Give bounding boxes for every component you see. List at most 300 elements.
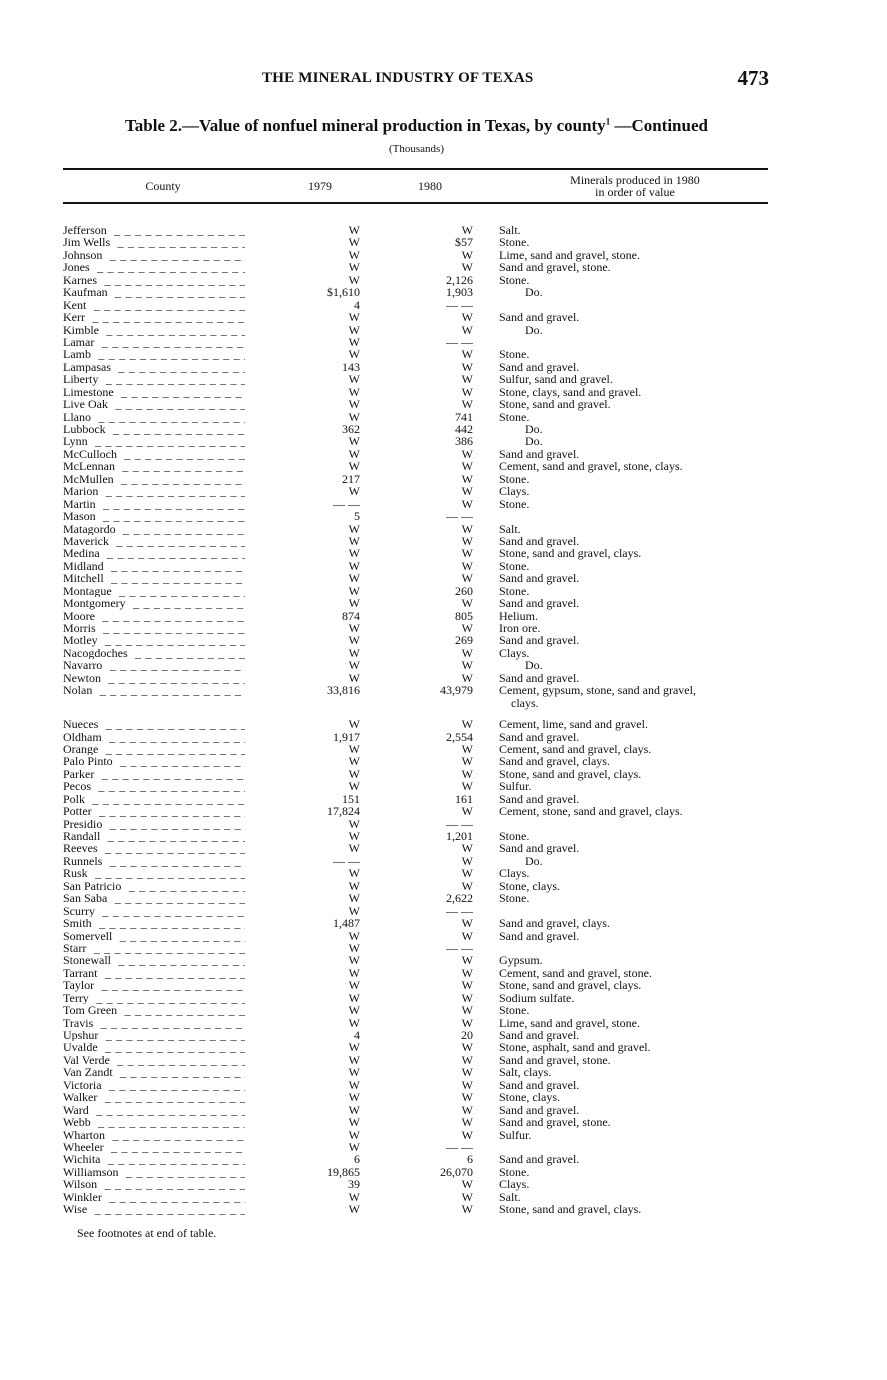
county-cell: Martin _ _ _ [63, 498, 245, 510]
table-row [0, 718, 887, 730]
table-row [0, 1029, 887, 1041]
county-cell: Morris _ _ _ [63, 622, 245, 634]
value-1979-cell: W [348, 459, 360, 474]
minerals-cell: Do. [525, 422, 543, 436]
county-cell: Wichita _ _ _ [63, 1153, 245, 1165]
value-1979-cell: — — [333, 853, 360, 868]
value-1979-cell: W [348, 816, 360, 831]
value-1980-cell: 6 [467, 1152, 473, 1167]
page-number: 473 [737, 66, 769, 90]
value-1980-cell: W [461, 1090, 473, 1105]
county-cell: McLennan _ _ _ [63, 460, 245, 472]
value-1980-cell: — — [446, 334, 473, 349]
value-1980-cell: W [461, 471, 473, 486]
minerals-cell: Cement, sand and gravel, stone, clays. [499, 459, 683, 474]
value-1979-cell: 217 [342, 471, 360, 486]
county-cell: Lynn _ _ _ [63, 435, 245, 447]
minerals-cell: Stone, sand and gravel, clays. [499, 1202, 642, 1217]
table-row [0, 930, 887, 942]
minerals-cell: Sand and gravel. [499, 571, 580, 586]
table-row [0, 460, 887, 472]
value-1979-cell: W [348, 272, 360, 287]
county-cell: Pecos _ _ _ [63, 780, 245, 792]
value-1980-cell: 442 [455, 422, 473, 436]
value-1979-cell: 874 [342, 608, 360, 623]
county-cell: Motley _ _ _ [63, 634, 245, 646]
minerals-cell: Sand and gravel, stone. [499, 1052, 611, 1067]
minerals-cell: Cement, lime, sand and gravel. [499, 717, 648, 732]
county-cell: Montague _ _ _ [63, 585, 245, 597]
county-cell: San Saba _ _ _ [63, 892, 245, 904]
table-row [0, 336, 887, 348]
county-cell: Presidio _ _ _ [63, 818, 245, 830]
value-1979-cell: — — [333, 496, 360, 511]
county-cell: Nacogdoches _ _ _ [63, 647, 245, 659]
table-row [0, 942, 887, 954]
county-cell: Palo Pinto _ _ _ [63, 755, 245, 767]
value-1979-cell: W [348, 310, 360, 325]
value-1979-cell: 151 [342, 791, 360, 806]
minerals-cell: Sand and gravel. [499, 928, 580, 943]
minerals-cell: Stone. [499, 272, 530, 287]
county-cell: Liberty _ _ _ [63, 373, 245, 385]
table-row [0, 1178, 887, 1190]
value-1980-cell: W [461, 247, 473, 262]
county-cell: Jones _ _ _ [63, 261, 245, 273]
value-1979-cell: W [348, 953, 360, 968]
minerals-cell: Clays. [499, 1177, 530, 1192]
county-cell: Parker _ _ _ [63, 768, 245, 780]
county-cell: Montgomery _ _ _ [63, 597, 245, 609]
county-cell: Live Oak _ _ _ [63, 398, 245, 410]
value-1980-cell: W [461, 521, 473, 536]
minerals-cell: Stone. [499, 1003, 530, 1018]
value-1980-cell: W [461, 1177, 473, 1192]
value-1980-cell: W [461, 916, 473, 931]
value-1980-cell: 20 [461, 1028, 473, 1042]
county-cell: Reeves _ _ _ [63, 842, 245, 854]
table-row [0, 560, 887, 572]
minerals-cell: Stone, sand and gravel, clays. [499, 766, 642, 781]
value-1980-cell: W [461, 260, 473, 275]
table-row [0, 1091, 887, 1103]
county-cell: Nueces _ _ _ [63, 718, 245, 730]
minerals-cell: Do. [525, 285, 543, 300]
table-title-text: Table 2.—Value of nonfuel mineral production in Texas, by county [125, 116, 606, 135]
minerals-cell: Sulfur. [499, 779, 532, 794]
value-1979-cell: W [348, 397, 360, 412]
minerals-cell: Sand and gravel, clays. [499, 754, 610, 769]
value-1979-cell: 1,917 [333, 729, 360, 744]
value-1979-cell: W [348, 1102, 360, 1117]
county-cell: Winkler _ _ _ [63, 1191, 245, 1203]
minerals-cell: Helium. [499, 608, 538, 623]
value-1979-cell: W [348, 347, 360, 362]
value-1979-cell: 4 [354, 1028, 360, 1042]
value-1979-cell: W [348, 829, 360, 843]
value-1979-cell: W [348, 1077, 360, 1092]
county-cell: Starr _ _ _ [63, 942, 245, 954]
table-row [0, 634, 887, 646]
value-1979-cell: W [348, 670, 360, 685]
minerals-cell: Do. [525, 434, 543, 449]
table-row [0, 572, 887, 584]
table-row [0, 398, 887, 410]
value-1979-cell: W [348, 1115, 360, 1130]
value-1980-cell: W [461, 1102, 473, 1117]
value-1980-cell: W [461, 546, 473, 561]
table-row [0, 659, 887, 671]
county-cell: Marion _ _ _ [63, 485, 245, 497]
value-1979-cell: W [348, 928, 360, 943]
minerals-cell: Do. [525, 658, 543, 673]
table-row [0, 324, 887, 336]
county-cell: Wilson _ _ _ [63, 1178, 245, 1190]
table-row [0, 498, 887, 510]
value-1979-cell: 1,487 [333, 916, 360, 931]
county-cell: Navarro _ _ _ [63, 659, 245, 671]
table-row [0, 610, 887, 622]
value-1979-cell: W [348, 334, 360, 349]
county-cell: Victoria _ _ _ [63, 1079, 245, 1091]
county-cell: Upshur _ _ _ [63, 1029, 245, 1041]
table-row [0, 1104, 887, 1116]
county-cell: Williamson _ _ _ [63, 1166, 245, 1178]
minerals-cell: Sand and gravel. [499, 841, 580, 856]
value-1980-cell: W [461, 558, 473, 573]
value-1979-cell: W [348, 779, 360, 794]
value-1979-cell: W [348, 446, 360, 461]
value-1980-cell: 161 [455, 791, 473, 806]
county-cell: Kaufman _ _ _ [63, 286, 245, 298]
value-1979-cell: W [348, 621, 360, 635]
footnote-marker: 1 [605, 116, 611, 127]
county-cell: Kent _ _ _ [63, 299, 245, 311]
table-body [0, 224, 887, 1216]
table-row [0, 979, 887, 991]
value-1979-cell: W [348, 1040, 360, 1055]
county-cell: Kimble _ _ _ [63, 324, 245, 336]
value-1979-cell: W [348, 903, 360, 918]
minerals-cell: Sand and gravel. [499, 791, 580, 806]
county-cell: Somervell _ _ _ [63, 930, 245, 942]
minerals-cell: Cement, gypsum, stone, sand and gravel, [499, 683, 696, 698]
value-1979-cell: 143 [342, 359, 360, 374]
value-1980-cell: W [461, 1115, 473, 1130]
table-row [0, 1004, 887, 1016]
table-row [0, 373, 887, 385]
value-1979-cell: W [348, 596, 360, 611]
value-1979-cell: W [348, 1015, 360, 1030]
minerals-cell: Cement, sand and gravel, stone. [499, 965, 652, 980]
value-1980-cell: — — [446, 816, 473, 831]
county-cell: Lamb _ _ _ [63, 348, 245, 360]
value-1979-cell: W [348, 1090, 360, 1105]
county-cell: Kerr _ _ _ [63, 311, 245, 323]
value-1980-cell: W [461, 766, 473, 781]
value-1980-cell: W [461, 841, 473, 856]
value-1980-cell: W [461, 754, 473, 769]
county-cell: Matagordo _ _ _ [63, 523, 245, 535]
minerals-cell: Salt. [499, 1189, 521, 1204]
value-1980-cell: W [461, 1040, 473, 1055]
minerals-cell: Sand and gravel. [499, 1152, 580, 1167]
value-1979-cell: W [348, 434, 360, 449]
table-units: (Thousands) [389, 143, 444, 155]
value-1980-cell: W [461, 359, 473, 374]
value-1980-cell: W [461, 866, 473, 881]
table-row [0, 805, 887, 817]
minerals-cell: Stone. [499, 496, 530, 511]
minerals-cell: Clays. [499, 645, 530, 660]
value-1979-cell: W [348, 484, 360, 499]
county-cell: Terry _ _ _ [63, 992, 245, 1004]
footnote: See footnotes at end of table. [77, 1226, 217, 1240]
table-row [0, 448, 887, 460]
table-row [0, 473, 887, 485]
table-row [0, 361, 887, 373]
table-row [0, 236, 887, 248]
minerals-cell: Stone. [499, 1164, 530, 1179]
table-row [0, 622, 887, 634]
value-1980-cell: W [461, 928, 473, 943]
table-row [0, 992, 887, 1004]
value-1980-cell: W [461, 878, 473, 893]
table-row [0, 647, 887, 659]
value-1980-cell: W [461, 1065, 473, 1080]
value-1979-cell: 39 [348, 1177, 360, 1192]
minerals-cell: Sand and gravel. [499, 633, 580, 648]
header-minerals [520, 174, 750, 198]
county-cell: Mitchell _ _ _ [63, 572, 245, 584]
county-cell: Stonewall _ _ _ [63, 954, 245, 966]
minerals-cell: Salt. [499, 521, 521, 536]
value-1980-cell: 2,554 [446, 729, 473, 744]
table-row [0, 274, 887, 286]
table-row [0, 1116, 887, 1128]
value-1979-cell: W [348, 645, 360, 660]
minerals-cell: Stone, clays, sand and gravel. [499, 384, 642, 399]
county-cell: Lubbock _ _ _ [63, 423, 245, 435]
value-1979-cell: W [348, 384, 360, 399]
table-row [0, 585, 887, 597]
table-header-rule [63, 202, 768, 204]
table-row [0, 261, 887, 273]
value-1979-cell: W [348, 558, 360, 573]
value-1980-cell: 1,201 [446, 829, 473, 843]
table-row [0, 1153, 887, 1165]
value-1979-cell: W [348, 878, 360, 893]
value-1979-cell: W [348, 571, 360, 586]
value-1980-cell: W [461, 310, 473, 325]
value-1980-cell: W [461, 670, 473, 685]
county-cell: Travis _ _ _ [63, 1017, 245, 1029]
table-row [0, 1066, 887, 1078]
value-1979-cell: 6 [354, 1152, 360, 1167]
value-1979-cell: W [348, 891, 360, 906]
minerals-cell: Stone, sand and gravel. [499, 397, 611, 412]
value-1980-cell: W [461, 1202, 473, 1217]
county-cell: Polk _ _ _ [63, 793, 245, 805]
value-1980-cell: W [461, 990, 473, 1005]
value-1980-cell: W [461, 658, 473, 673]
minerals-cell: Gypsum. [499, 953, 543, 968]
value-1980-cell: W [461, 223, 473, 237]
county-cell: Orange _ _ _ [63, 743, 245, 755]
table-row [0, 1203, 887, 1215]
table-title-suffix: —Continued [610, 116, 708, 135]
value-1979-cell: W [348, 223, 360, 237]
value-1979-cell: $1,610 [327, 285, 360, 300]
county-cell: Tom Green _ _ _ [63, 1004, 245, 1016]
table-row [0, 855, 887, 867]
value-1980-cell: W [461, 347, 473, 362]
value-1979-cell: W [348, 717, 360, 732]
table-row [0, 547, 887, 559]
table-row [0, 597, 887, 609]
table-row [0, 1166, 887, 1178]
value-1979-cell: W [348, 372, 360, 387]
value-1980-cell: W [461, 397, 473, 412]
county-cell: Rusk _ _ _ [63, 867, 245, 879]
table-row [0, 743, 887, 755]
value-1980-cell: 43,979 [440, 683, 473, 698]
table-row [0, 1041, 887, 1053]
county-cell: San Patricio _ _ _ [63, 880, 245, 892]
table-row [0, 286, 887, 298]
value-1980-cell: W [461, 1189, 473, 1204]
value-1979-cell: 4 [354, 297, 360, 312]
county-cell: Ward _ _ _ [63, 1104, 245, 1116]
county-cell: Newton _ _ _ [63, 672, 245, 684]
value-1979-cell: W [348, 1065, 360, 1080]
table-row [0, 249, 887, 261]
value-1979-cell: W [348, 409, 360, 424]
table-row [0, 967, 887, 979]
table-top-rule [63, 168, 768, 170]
county-cell: Lamar _ _ _ [63, 336, 245, 348]
table-row [0, 523, 887, 535]
header-minerals-line1: Minerals produced in 1980 [570, 173, 700, 187]
county-cell: Moore _ _ _ [63, 610, 245, 622]
value-1980-cell: W [461, 1077, 473, 1092]
county-cell: Jefferson _ _ _ [63, 224, 245, 236]
value-1980-cell: W [461, 645, 473, 660]
table-row [0, 510, 887, 522]
minerals-cell: Do. [525, 322, 543, 337]
value-1980-cell: W [461, 571, 473, 586]
value-1980-cell: W [461, 953, 473, 968]
minerals-cell: Sand and gravel. [499, 596, 580, 611]
value-1980-cell: 386 [455, 434, 473, 449]
value-1980-cell: 2,126 [446, 272, 473, 287]
value-1979-cell: W [348, 658, 360, 673]
value-1979-cell: W [348, 1127, 360, 1142]
value-1979-cell: W [348, 521, 360, 536]
minerals-cell: Iron ore. [499, 621, 541, 635]
minerals-cell: Sand and gravel, stone. [499, 260, 611, 275]
table-row [0, 768, 887, 780]
minerals-cell: Do. [525, 853, 543, 868]
minerals-cell: Stone. [499, 471, 530, 486]
table-row [0, 411, 887, 423]
minerals-cell: Stone, asphalt, sand and gravel. [499, 1040, 651, 1055]
minerals-cell: Lime, sand and gravel, stone. [499, 1015, 640, 1030]
value-1980-cell: W [461, 533, 473, 548]
county-cell: Mason _ _ _ [63, 510, 245, 522]
county-cell: Lampasas _ _ _ [63, 361, 245, 373]
table-row [0, 917, 887, 929]
minerals-cell: Sand and gravel. [499, 533, 580, 548]
value-1979-cell: W [348, 741, 360, 756]
county-cell: Llano _ _ _ [63, 411, 245, 423]
value-1980-cell: W [461, 717, 473, 732]
table-row [0, 731, 887, 743]
value-1980-cell: W [461, 853, 473, 868]
value-1980-cell: W [461, 459, 473, 474]
value-1980-cell: W [461, 621, 473, 635]
value-1980-cell: W [461, 965, 473, 980]
value-1979-cell: W [348, 841, 360, 856]
county-cell: Randall _ _ _ [63, 830, 245, 842]
county-cell: Val Verde _ _ _ [63, 1054, 245, 1066]
table-title [0, 116, 833, 136]
table-row [0, 793, 887, 805]
minerals-cell: Sand and gravel. [499, 446, 580, 461]
value-1979-cell: W [348, 633, 360, 648]
value-1979-cell: W [348, 1189, 360, 1204]
county-cell: Medina _ _ _ [63, 547, 245, 559]
minerals-cell: Sand and gravel. [499, 1077, 580, 1092]
table-row [0, 423, 887, 435]
minerals-cell: Stone. [499, 891, 530, 906]
value-1979-cell: W [348, 247, 360, 262]
county-cell: Maverick _ _ _ [63, 535, 245, 547]
table-row [0, 311, 887, 323]
header-minerals-line2: in order of value [595, 185, 675, 199]
minerals-cell: Stone. [499, 409, 530, 424]
minerals-cell: Stone. [499, 829, 530, 843]
value-1980-cell: W [461, 1052, 473, 1067]
value-1979-cell: W [348, 866, 360, 881]
value-1980-cell: 2,622 [446, 891, 473, 906]
table-row [0, 535, 887, 547]
value-1980-cell: W [461, 1127, 473, 1142]
value-1979-cell: W [348, 965, 360, 980]
value-1979-cell: 17,824 [327, 804, 360, 819]
value-1980-cell: W [461, 779, 473, 794]
table-row [0, 386, 887, 398]
table-row [0, 755, 887, 767]
minerals-cell: Clays. [499, 866, 530, 881]
value-1979-cell: W [348, 990, 360, 1005]
county-cell: Midland _ _ _ [63, 560, 245, 572]
county-cell: Nolan _ _ _ [63, 684, 245, 696]
value-1980-cell: 805 [455, 608, 473, 623]
value-1979-cell: 5 [354, 509, 360, 524]
table-row [0, 1191, 887, 1203]
value-1979-cell: W [348, 1139, 360, 1154]
county-cell: Karnes _ _ _ [63, 274, 245, 286]
value-1980-cell: — — [446, 903, 473, 918]
value-1979-cell: W [348, 1003, 360, 1018]
table-row [0, 954, 887, 966]
value-1979-cell: W [348, 978, 360, 993]
value-1980-cell: W [461, 1015, 473, 1030]
table-row [0, 1054, 887, 1066]
minerals-cell: Stone, sand and gravel, clays. [499, 546, 642, 561]
table-row [0, 818, 887, 830]
